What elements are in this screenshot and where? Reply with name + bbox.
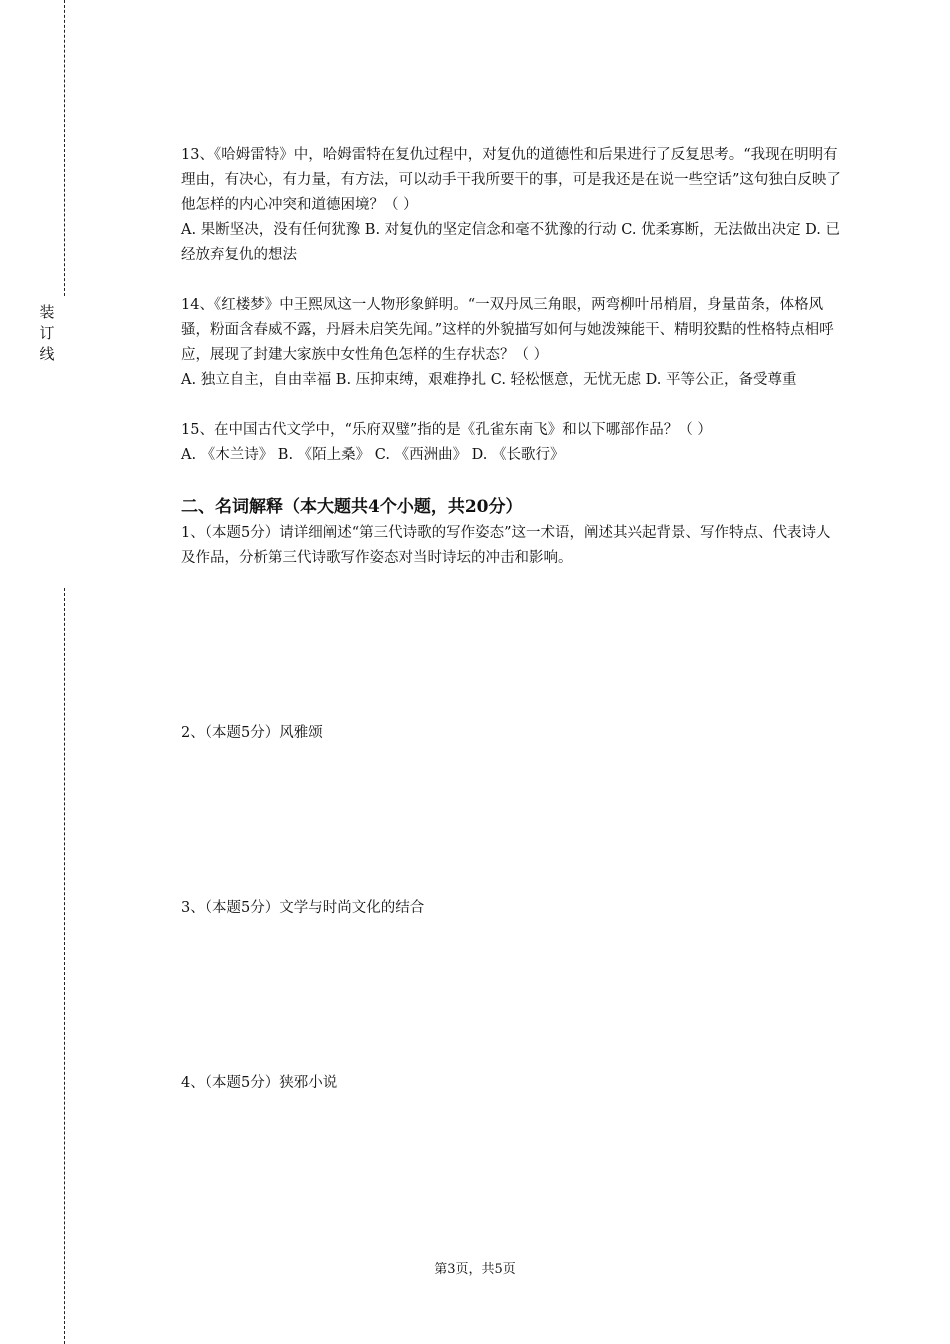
question-14: [181, 293, 841, 393]
term-question-1: [181, 521, 841, 721]
question-options: A. 独立自主，自由幸福 B. 压抑束缚，艰难挣扎 C. 轻松惬意，无忧无虑 D. 平等公正，备受尊重: [181, 372, 797, 388]
term-prompt: 3、（本题5分）文学与时尚文化的结合: [181, 900, 425, 916]
term-question-4: [181, 1071, 841, 1096]
term-question-3: [181, 896, 841, 1071]
binding-char: 装: [39, 303, 55, 321]
question-options: A. 果断坚决，没有任何犹豫 B. 对复仇的坚定信念和毫不犹豫的行动 C. 优柔寡断，无法做出决定 D. 已经放弃复仇的想法: [181, 222, 841, 263]
binding-line-top: [64, 0, 65, 296]
term-prompt: 1、（本题5分）请详细阐述“第三代诗歌的写作姿态”这一术语，阐述其兴起背景、写作特点、代表诗人及作品，分析第三代诗歌写作姿态对当时诗坛的冲击和影响。: [181, 525, 831, 566]
question-options: A. 《木兰诗》 B. 《陌上桑》 C. 《西洲曲》 D. 《长歌行》: [181, 447, 565, 463]
term-question-2: [181, 721, 841, 896]
page-footer: 第3页，共5页: [434, 1262, 516, 1277]
question-stem: 13、《哈姆雷特》中，哈姆雷特在复仇过程中，对复仇的道德性和后果进行了反复思考。“我现在明明有理由，有决心，有力量，有方法，可以动手干我所要干的事，可是我还是在说一些空话”这句独白反映了他怎样的内心冲突和道德困境？（ ）: [181, 147, 841, 213]
page-content: [181, 143, 841, 1096]
question-15: [181, 418, 841, 468]
binding-char: 订: [39, 324, 55, 342]
binding-char: 线: [39, 345, 55, 363]
term-prompt: 2、（本题5分）风雅颂: [181, 725, 323, 741]
term-prompt: 4、（本题5分）狭邪小说: [181, 1075, 338, 1091]
section-heading: 二、名词解释（本大题共4个小题，共20分）: [181, 497, 523, 517]
question-13: [181, 143, 841, 268]
binding-line-bottom: [64, 588, 65, 1344]
question-stem: 15、在中国古代文学中，“乐府双璧”指的是《孔雀东南飞》和以下哪部作品？（ ）: [181, 422, 712, 438]
binding-label: [36, 302, 58, 365]
question-stem: 14、《红楼梦》中王熙凤这一人物形象鲜明。“一双丹凤三角眼，两弯柳叶吊梢眉，身量苗条，体格风骚，粉面含春威不露，丹唇未启笑先闻。”这样的外貌描写如何与她泼辣能干、精明狡黠的性格特点相呼应，展现了封建大家族中女性角色怎样的生存状态？（ ）: [181, 297, 834, 363]
